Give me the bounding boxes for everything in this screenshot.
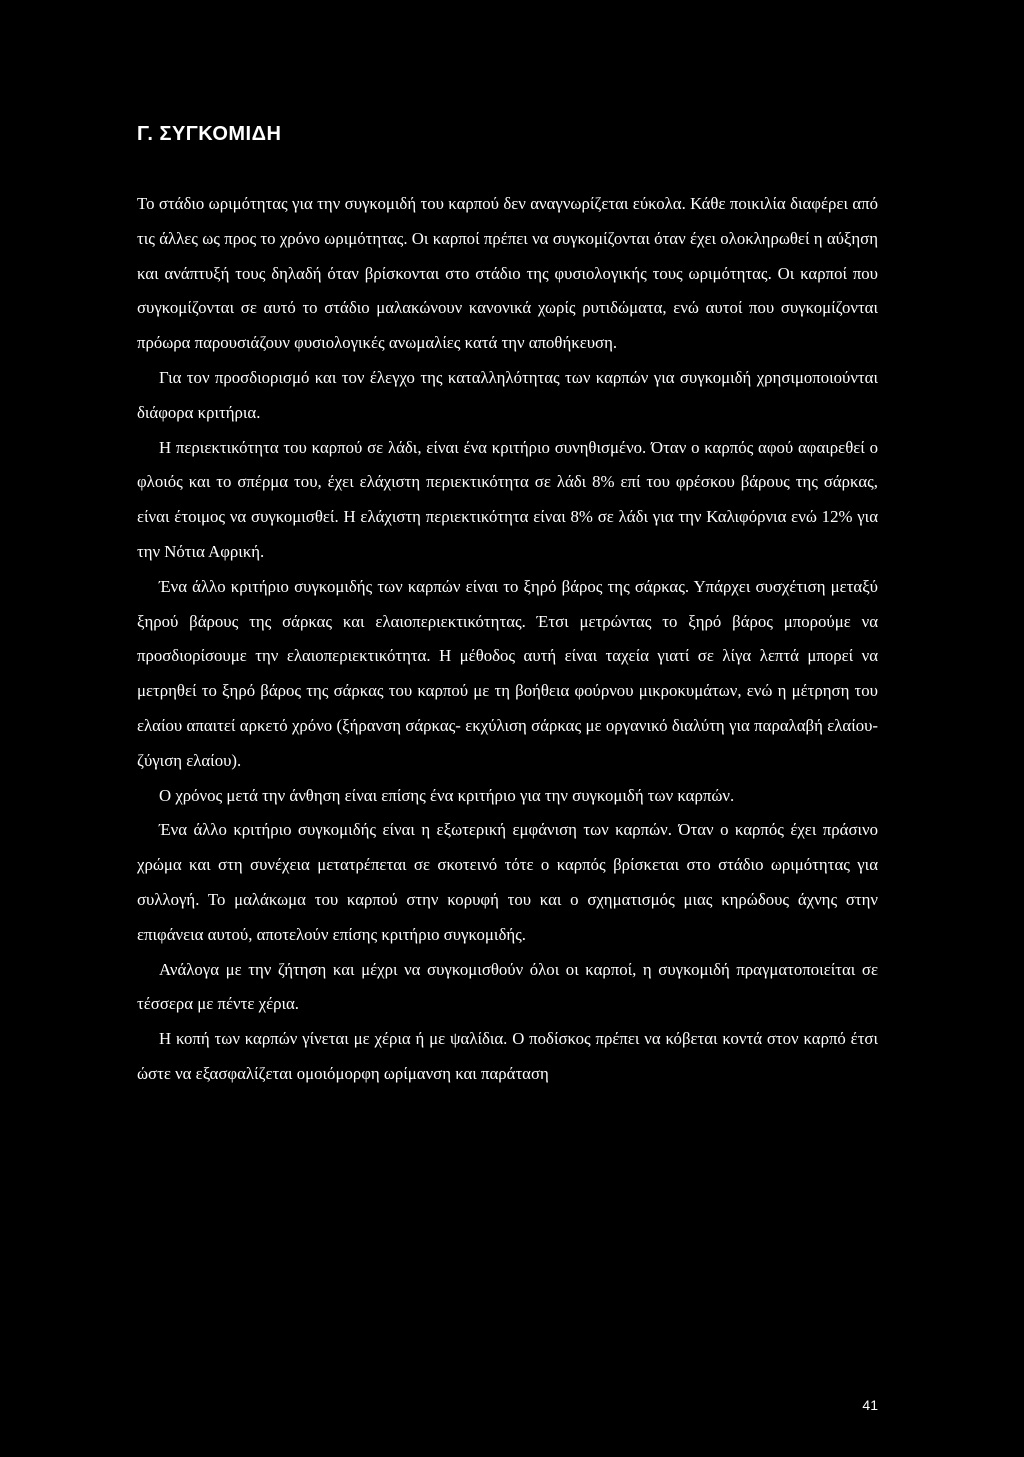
body-text bbox=[137, 187, 878, 1092]
paragraph: Ανάλογα με την ζήτηση και μέχρι να συγκομισθούν όλοι οι καρποί, η συγκομιδή πραγματοποιείται σε τέσσερα με πέντε χέρια. bbox=[137, 959, 878, 1014]
paragraph: Η κοπή των καρπών γίνεται με χέρια ή με ψαλίδια. Ο ποδίσκος πρέπει να κόβεται κοντά στον καρπό έτσι ώστε να εξασφαλίζεται ομοιόμορφη ωρίμανση και παράταση bbox=[137, 1029, 878, 1083]
paragraph: Για τον προσδιορισμό και τον έλεγχο της καταλληλότητας των καρπών για συγκομιδή χρησιμοποιούνται διάφορα κριτήρια. bbox=[137, 367, 878, 422]
paragraph: Η περιεκτικότητα του καρπού σε λάδι, είναι ένα κριτήριο συνηθισμένο. Όταν ο καρπός αφού αφαιρεθεί ο φλοιός και το σπέρμα του, έχει ελάχιστη περιεκτικότητα σε λάδι 8% επί του φρέσκου βάρους της σάρκας, είναι έτοιμος να συγκομισθεί. Η ελάχιστη περιεκτικότητα είναι 8% σε λάδι για την Καλιφόρνια ενώ 12% για την Νότια Αφρική. bbox=[137, 437, 878, 561]
paragraph: Ο χρόνος μετά την άνθηση είναι επίσης ένα κριτήριο για την συγκομιδή των καρπών. bbox=[159, 785, 735, 805]
page-number: 41 bbox=[862, 1397, 878, 1413]
paragraph: Το στάδιο ωριμότητας για την συγκομιδή του καρπού δεν αναγνωρίζεται εύκολα. Κάθε ποικιλία διαφέρει από τις άλλες ως προς το χρόνο ωριμότητας. Οι καρποί πρέπει να συγκομίζονται όταν έχει ολοκληρωθεί η αύξηση και ανάπτυξή τους δηλαδή όταν βρίσκονται στο στάδιο της φυσιολογικής τους ωριμότητας. Οι καρποί που συγκομίζονται σε αυτό το στάδιο μαλακώνουν κανονικά χωρίς ρυτιδώματα, ενώ αυτοί που συγκομίζονται πρόωρα παρουσιάζουν φυσιολογικές ανωμαλίες κατά την αποθήκευση. bbox=[137, 194, 878, 353]
section-heading: Γ. ΣΥΓΚΟΜΙΔΗ bbox=[137, 123, 282, 145]
paragraph: Ένα άλλο κριτήριο συγκομιδής είναι η εξωτερική εμφάνιση των καρπών. Όταν ο καρπός έχει πράσινο χρώμα και στη συνέχεια μετατρέπεται σε σκοτεινό τότε ο καρπός βρίσκεται στο στάδιο ωριμότητας για συλλογή. Το μαλάκωμα του καρπού στην κορυφή του και ο σχηματισμός μιας κηρώδους άχνης στην επιφάνεια αυτού, αποτελούν επίσης κριτήριο συγκομιδής. bbox=[137, 820, 878, 944]
paragraph: Ένα άλλο κριτήριο συγκομιδής των καρπών είναι το ξηρό βάρος της σάρκας. Υπάρχει συσχέτιση μεταξύ ξηρού βάρους της σάρκας και ελαιοπεριεκτικότητας. Έτσι μετρώντας το ξηρό βάρος μπορούμε να προσδιορίσουμε την ελαιοπεριεκτικότητα. Η μέθοδος αυτή είναι ταχεία γιατί σε λίγα λεπτά μπορεί να μετρηθεί το ξηρό βάρος της σάρκας του καρπού με τη βοήθεια φούρνου μικροκυμάτων, ενώ η μέτρηση του ελαίου απαιτεί αρκετό χρόνο (ξήρανση σάρκας- εκχύλιση σάρκας με οργανικό διαλύτη για παραλαβή ελαίου- ζύγιση ελαίου). bbox=[137, 576, 878, 770]
